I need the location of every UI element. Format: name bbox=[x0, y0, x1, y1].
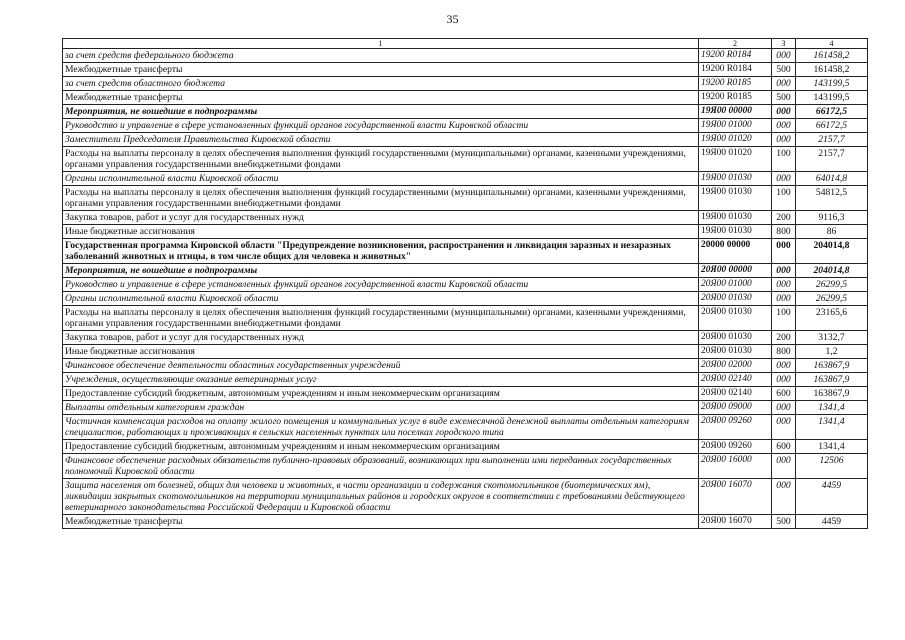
row-name-cell: за счет средств областного бюджета bbox=[63, 77, 699, 91]
table-row bbox=[63, 373, 868, 387]
row-name-cell: Выплаты отдельным категориям граждан bbox=[63, 401, 699, 415]
row-sum-cell: 26299,5 bbox=[796, 292, 868, 306]
row-type-cell: 000 bbox=[772, 239, 796, 264]
row-type-cell: 000 bbox=[772, 119, 796, 133]
row-code-cell: 19200 R0185 bbox=[699, 77, 772, 91]
row-sum-cell: 3132,7 bbox=[796, 331, 868, 345]
row-code-cell: 20Я00 09260 bbox=[699, 440, 772, 454]
row-type-cell: 500 bbox=[772, 515, 796, 529]
row-type-cell: 100 bbox=[772, 186, 796, 211]
row-code-cell: 20Я00 00000 bbox=[699, 264, 772, 278]
row-type-cell: 600 bbox=[772, 387, 796, 401]
table-row bbox=[63, 359, 868, 373]
row-type-cell: 000 bbox=[772, 77, 796, 91]
row-code-cell: 20Я00 02140 bbox=[699, 387, 772, 401]
row-name-cell: Частичная компенсация расходов на оплату жилого помещения и коммунальных услуг в виде ежемесячной денежной выплаты отдельным категориям специалистов, работающих и проживающих в сельских населенных пунктах или поселках городского типа bbox=[63, 415, 699, 440]
row-code-cell: 20Я00 01030 bbox=[699, 306, 772, 331]
row-sum-cell: 143199,5 bbox=[796, 77, 868, 91]
table-row bbox=[63, 105, 868, 119]
row-code-cell: 19200 R0184 bbox=[699, 49, 772, 63]
row-code-cell: 20Я00 01030 bbox=[699, 331, 772, 345]
header-col-name: 1 bbox=[63, 39, 699, 49]
table-row bbox=[63, 49, 868, 63]
table-row bbox=[63, 345, 868, 359]
row-name-cell: Органы исполнительной власти Кировской области bbox=[63, 292, 699, 306]
row-type-cell: 000 bbox=[772, 373, 796, 387]
table-row bbox=[63, 415, 868, 440]
row-name-cell: за счет средств федерального бюджета bbox=[63, 49, 699, 63]
row-name-cell: Органы исполнительной власти Кировской области bbox=[63, 172, 699, 186]
row-type-cell: 500 bbox=[772, 63, 796, 77]
row-type-cell: 800 bbox=[772, 345, 796, 359]
row-sum-cell: 1341,4 bbox=[796, 401, 868, 415]
page-number: 35 bbox=[446, 12, 459, 26]
row-name-cell: Расходы на выплаты персоналу в целях обеспечения выполнения функций государственными (муниципальными) органами, казенными учреждениями, органами управления государственными внебюджетными фондами bbox=[63, 147, 699, 172]
row-name-cell: Заместители Председателя Правительства Кировской области bbox=[63, 133, 699, 147]
row-sum-cell: 163867,9 bbox=[796, 359, 868, 373]
table-row bbox=[63, 401, 868, 415]
row-type-cell: 000 bbox=[772, 278, 796, 292]
row-type-cell: 000 bbox=[772, 359, 796, 373]
row-type-cell: 800 bbox=[772, 225, 796, 239]
row-sum-cell: 161458,2 bbox=[796, 63, 868, 77]
row-name-cell: Учреждения, осуществляющие оказание ветеринарных услуг bbox=[63, 373, 699, 387]
row-type-cell: 200 bbox=[772, 331, 796, 345]
row-code-cell: 20Я00 16070 bbox=[699, 515, 772, 529]
header-col-code: 2 bbox=[699, 39, 772, 49]
row-code-cell: 19Я00 00000 bbox=[699, 105, 772, 119]
header-col-type: 3 bbox=[772, 39, 796, 49]
row-code-cell: 19Я00 01030 bbox=[699, 172, 772, 186]
row-name-cell: Иные бюджетные ассигнования bbox=[63, 345, 699, 359]
row-type-cell: 200 bbox=[772, 211, 796, 225]
row-code-cell: 20Я00 16000 bbox=[699, 454, 772, 479]
row-sum-cell: 1341,4 bbox=[796, 440, 868, 454]
table-row bbox=[63, 147, 868, 172]
row-code-cell: 19Я00 01030 bbox=[699, 225, 772, 239]
row-sum-cell: 143199,5 bbox=[796, 91, 868, 105]
row-type-cell: 000 bbox=[772, 49, 796, 63]
row-sum-cell: 23165,6 bbox=[796, 306, 868, 331]
row-sum-cell: 163867,9 bbox=[796, 373, 868, 387]
row-sum-cell: 12506 bbox=[796, 454, 868, 479]
row-name-cell: Межбюджетные трансферты bbox=[63, 91, 699, 105]
row-sum-cell: 204014,8 bbox=[796, 264, 868, 278]
table-row bbox=[63, 63, 868, 77]
row-name-cell: Финансовое обеспечение деятельности областных государственных учреждений bbox=[63, 359, 699, 373]
row-code-cell: 20Я00 16070 bbox=[699, 479, 772, 515]
row-code-cell: 19Я00 01000 bbox=[699, 119, 772, 133]
table-row bbox=[63, 440, 868, 454]
table-row bbox=[63, 77, 868, 91]
table-row bbox=[63, 278, 868, 292]
row-type-cell: 000 bbox=[772, 415, 796, 440]
row-sum-cell: 54812,5 bbox=[796, 186, 868, 211]
row-type-cell: 000 bbox=[772, 401, 796, 415]
row-name-cell: Руководство и управление в сфере установленных функций органов государственной власти Кировской области bbox=[63, 278, 699, 292]
row-name-cell: Предоставление субсидий бюджетным, автономным учреждениям и иным некоммерческим организациям bbox=[63, 440, 699, 454]
row-type-cell: 600 bbox=[772, 440, 796, 454]
table-row bbox=[63, 331, 868, 345]
header-col-sum: 4 bbox=[796, 39, 868, 49]
row-sum-cell: 163867,9 bbox=[796, 387, 868, 401]
row-name-cell: Расходы на выплаты персоналу в целях обеспечения выполнения функций государственными (муниципальными) органами, казенными учреждениями, органами управления государственными внебюджетными фондами bbox=[63, 186, 699, 211]
table-row bbox=[63, 91, 868, 105]
row-code-cell: 20Я00 09000 bbox=[699, 401, 772, 415]
row-name-cell: Защита населения от болезней, общих для человека и животных, в части организации и содержания скотомогильников (биотермических ям), ликвидации закрытых скотомогильников на территории муниципальных районов и городских округов в соответствии с требованиями действующего ветеринарного законодательства Российской Федерации и Кировской области bbox=[63, 479, 699, 515]
row-name-cell: Государственная программа Кировской области "Предупреждение возникновения, распространения и ликвидация заразных и незаразных заболеваний животных и птицы, в том числе общих для человека и животных" bbox=[63, 239, 699, 264]
row-sum-cell: 1,2 bbox=[796, 345, 868, 359]
row-sum-cell: 66172,5 bbox=[796, 119, 868, 133]
row-sum-cell: 161458,2 bbox=[796, 49, 868, 63]
row-sum-cell: 2157,7 bbox=[796, 147, 868, 172]
row-name-cell: Закупка товаров, работ и услуг для государственных нужд bbox=[63, 211, 699, 225]
row-name-cell: Мероприятия, не вошедшие в подпрограммы bbox=[63, 105, 699, 119]
row-name-cell: Финансовое обеспечение расходных обязательств публично-правовых образований, возникающих при выполнении ими переданных государственных полномочий Кировской области bbox=[63, 454, 699, 479]
row-name-cell: Закупка товаров, работ и услуг для государственных нужд bbox=[63, 331, 699, 345]
row-type-cell: 500 bbox=[772, 91, 796, 105]
row-sum-cell: 86 bbox=[796, 225, 868, 239]
row-type-cell: 000 bbox=[772, 172, 796, 186]
row-type-cell: 100 bbox=[772, 147, 796, 172]
row-type-cell: 000 bbox=[772, 133, 796, 147]
row-code-cell: 19200 R0184 bbox=[699, 63, 772, 77]
row-code-cell: 19Я00 01020 bbox=[699, 147, 772, 172]
row-code-cell: 20Я00 02000 bbox=[699, 359, 772, 373]
row-sum-cell: 26299,5 bbox=[796, 278, 868, 292]
row-code-cell: 20Я00 01030 bbox=[699, 345, 772, 359]
row-name-cell: Межбюджетные трансферты bbox=[63, 515, 699, 529]
budget-table bbox=[62, 38, 868, 529]
row-type-cell: 000 bbox=[772, 479, 796, 515]
table-header-row bbox=[63, 39, 868, 49]
row-type-cell: 000 bbox=[772, 292, 796, 306]
row-code-cell: 20000 00000 bbox=[699, 239, 772, 264]
row-type-cell: 000 bbox=[772, 454, 796, 479]
row-name-cell: Мероприятия, не вошедшие в подпрограммы bbox=[63, 264, 699, 278]
table-row bbox=[63, 239, 868, 264]
row-sum-cell: 4459 bbox=[796, 479, 868, 515]
table-row bbox=[63, 225, 868, 239]
row-type-cell: 100 bbox=[772, 306, 796, 331]
table-row bbox=[63, 186, 868, 211]
row-code-cell: 20Я00 01030 bbox=[699, 292, 772, 306]
table-row bbox=[63, 479, 868, 515]
table-row bbox=[63, 211, 868, 225]
row-sum-cell: 1341,4 bbox=[796, 415, 868, 440]
row-sum-cell: 9116,3 bbox=[796, 211, 868, 225]
row-code-cell: 19Я00 01030 bbox=[699, 211, 772, 225]
table-row bbox=[63, 306, 868, 331]
row-name-cell: Иные бюджетные ассигнования bbox=[63, 225, 699, 239]
table-row bbox=[63, 292, 868, 306]
row-sum-cell: 64014,8 bbox=[796, 172, 868, 186]
table-row bbox=[63, 264, 868, 278]
row-code-cell: 19Я00 01030 bbox=[699, 186, 772, 211]
row-code-cell: 20Я00 02140 bbox=[699, 373, 772, 387]
row-name-cell: Межбюджетные трансферты bbox=[63, 63, 699, 77]
row-sum-cell: 66172,5 bbox=[796, 105, 868, 119]
row-sum-cell: 2157,7 bbox=[796, 133, 868, 147]
row-code-cell: 20Я00 01000 bbox=[699, 278, 772, 292]
row-name-cell: Руководство и управление в сфере установленных функций органов государственной власти Кировской области bbox=[63, 119, 699, 133]
row-type-cell: 000 bbox=[772, 264, 796, 278]
table-row bbox=[63, 172, 868, 186]
row-name-cell: Предоставление субсидий бюджетным, автономным учреждениям и иным некоммерческим организациям bbox=[63, 387, 699, 401]
row-code-cell: 19200 R0185 bbox=[699, 91, 772, 105]
row-name-cell: Расходы на выплаты персоналу в целях обеспечения выполнения функций государственными (муниципальными) органами, казенными учреждениями, органами управления государственными внебюджетными фондами bbox=[63, 306, 699, 331]
table-row bbox=[63, 387, 868, 401]
row-type-cell: 000 bbox=[772, 105, 796, 119]
table-row bbox=[63, 454, 868, 479]
table-row bbox=[63, 119, 868, 133]
row-sum-cell: 204014,8 bbox=[796, 239, 868, 264]
row-sum-cell: 4459 bbox=[796, 515, 868, 529]
row-code-cell: 20Я00 09260 bbox=[699, 415, 772, 440]
table-row bbox=[63, 515, 868, 529]
row-code-cell: 19Я00 01020 bbox=[699, 133, 772, 147]
table-row bbox=[63, 133, 868, 147]
